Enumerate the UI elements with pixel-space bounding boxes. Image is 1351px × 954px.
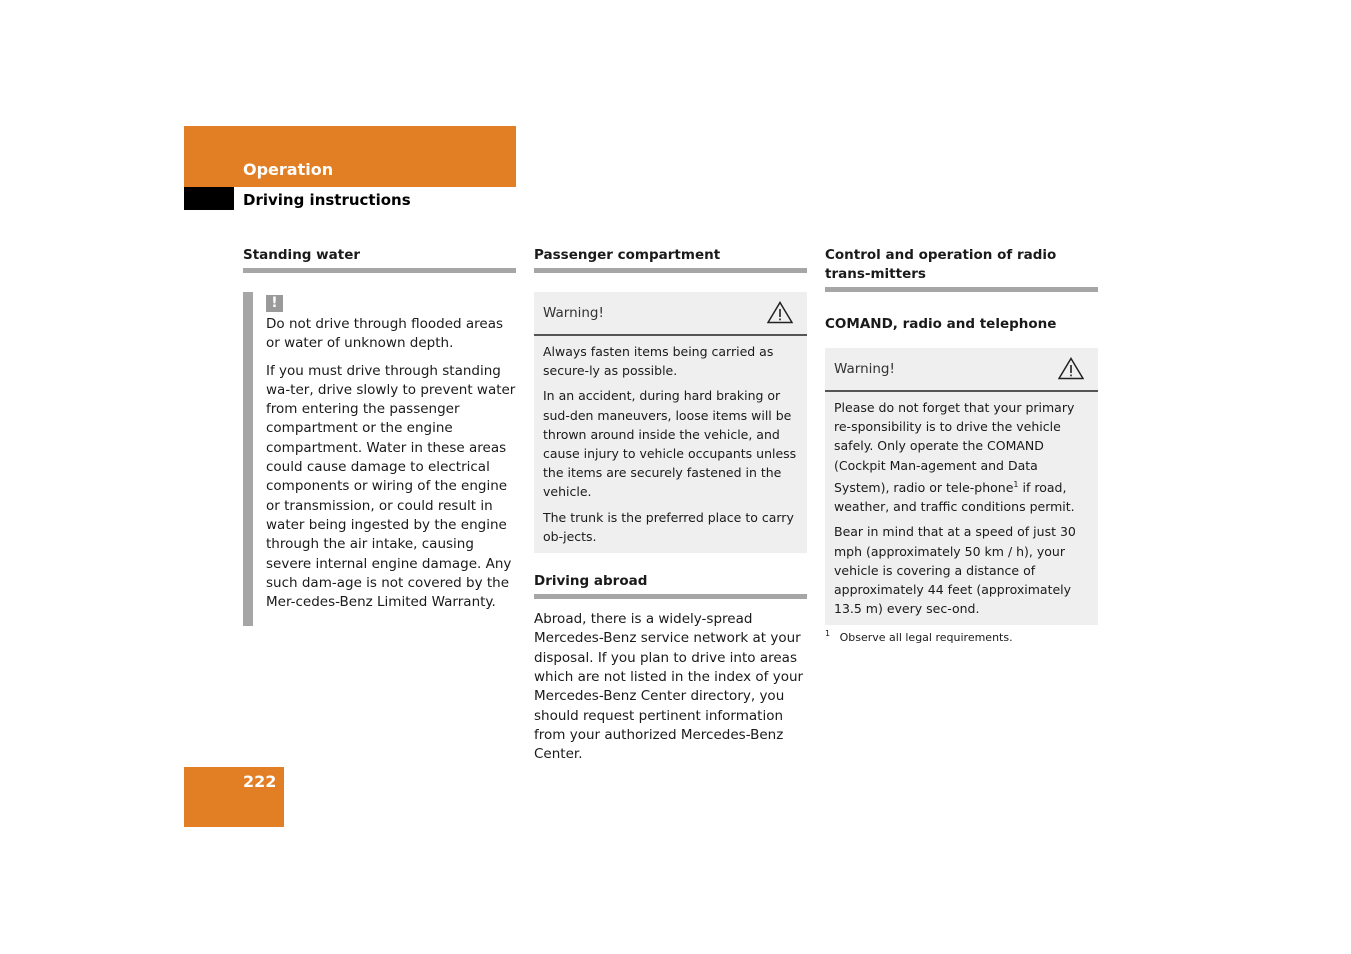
header-band xyxy=(184,126,516,187)
warning-paragraph-3: The trunk is the preferred place to carry ob-jects. xyxy=(543,509,794,544)
heading-radio-transmitters: Control and operation of radio trans-mitters xyxy=(825,246,1098,292)
warning-body xyxy=(825,392,1098,625)
warning-paragraph-1: Always fasten items being carried as secure-ly as possible. xyxy=(543,344,774,379)
footnote xyxy=(825,629,1098,644)
warning-paragraph-2: In an accident, during hard braking or sud-den maneuvers, loose items will be thrown around inside the vehicle, and cause injury to vehicle occupants unless the items are securely fastened in the vehicle. xyxy=(543,388,797,500)
driving-abroad-text: Abroad, there is a widely-spread Mercedes-Benz service network at your disposal. If you plan to drive into areas which are not listed in the index of your Mercedes-Benz Center directory, you should request pertinent information from your authorized Mercedes-Benz Center. xyxy=(534,611,804,763)
column-passenger-compartment xyxy=(534,246,807,764)
warning-box xyxy=(825,348,1098,625)
subsection-title: Driving instructions xyxy=(243,191,411,209)
warning-triangle-icon xyxy=(767,301,793,324)
warning-paragraph-2: Bear in mind that at a speed of just 30 mph (approximately 50 km / h), your vehicle is covering a distance of approximately 44 feet (approximately 13.5 m) every sec-ond. xyxy=(834,524,1076,617)
footnote-text: Observe all legal requirements. xyxy=(839,631,1013,645)
warning-label: Warning! xyxy=(543,305,604,321)
heading-standing-water: Standing water xyxy=(243,246,516,273)
notice-box xyxy=(243,292,516,626)
notice-paragraph-2: If you must drive through standing wa-ter, drive slowly to prevent water from entering the passenger compartment or the engine compartment. Water in these areas could cause damage to electrical components or wiring of the engine or transmission, or could result in water being ingested by the engine through the air intake, causing severe internal engine damage. Any such dam-age is not covered by the Mer-cedes-Benz Limited Warranty. xyxy=(266,362,516,611)
subheading-comand: COMAND, radio and telephone xyxy=(825,316,1057,332)
notice-paragraph-1: Do not drive through flooded areas or water of unknown depth. xyxy=(266,316,504,352)
footnote-mark: 1 xyxy=(825,629,831,639)
footnote-ref: 1 xyxy=(1013,479,1019,489)
exclamation-icon: ! xyxy=(266,295,283,312)
heading-driving-abroad: Driving abroad xyxy=(534,572,807,599)
page-number: 222 xyxy=(243,772,277,791)
column-standing-water xyxy=(243,246,516,626)
warning-paragraph-1: Please do not forget that your primary re-sponsibility is to drive the vehicle safely. Only operate the COMAND (Cockpit Man-agement and Data System), radio or tele-phone$^1$ if road, weather, and traffic conditions permit. xyxy=(834,400,1075,515)
section-marker xyxy=(184,187,234,210)
warning-header xyxy=(825,348,1098,392)
warning-header xyxy=(534,292,807,336)
heading-passenger-compartment: Passenger compartment xyxy=(534,246,807,273)
warning-box xyxy=(534,292,807,553)
warning-label: Warning! xyxy=(834,361,895,377)
warning-triangle-icon xyxy=(1058,357,1084,380)
notice-bar xyxy=(243,292,253,626)
warning-body xyxy=(534,336,807,553)
section-title: Operation xyxy=(243,160,334,179)
column-radio-transmitters xyxy=(825,246,1098,644)
